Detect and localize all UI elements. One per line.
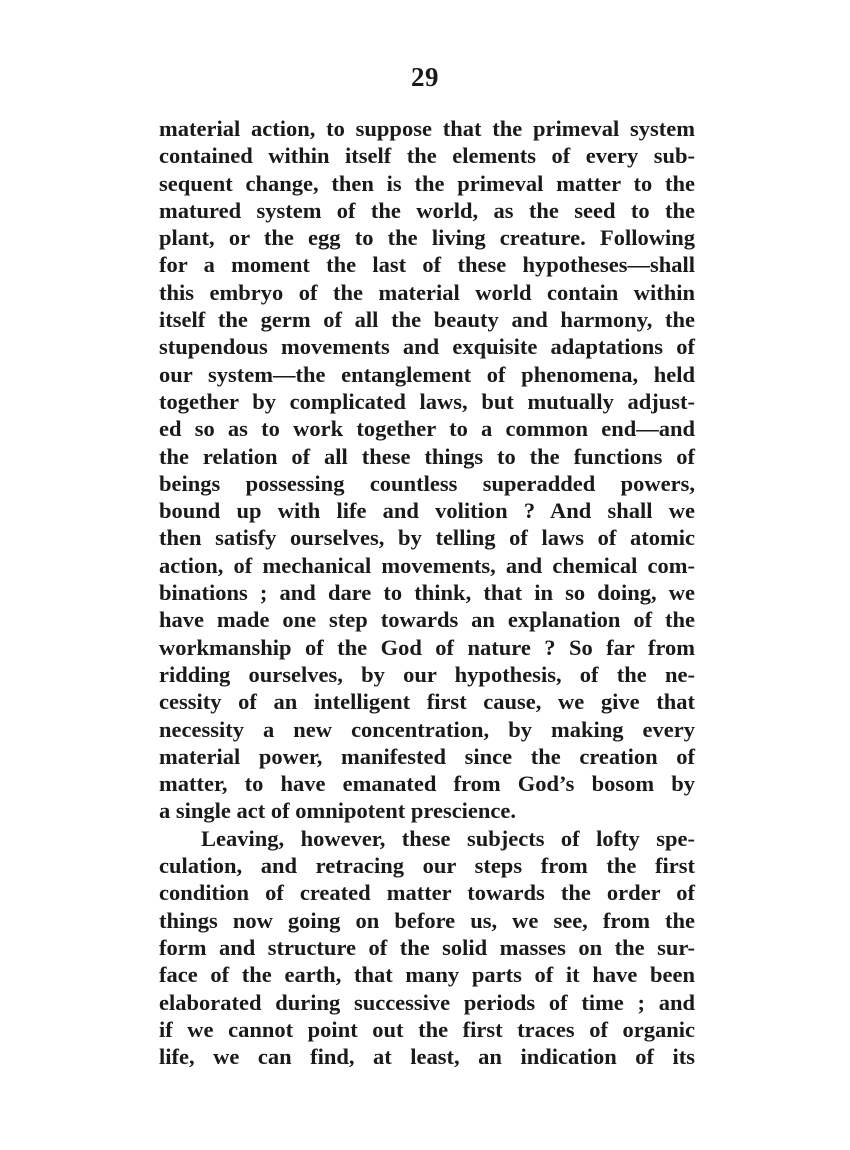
text-line: beings possessing countless superadded powers, xyxy=(159,470,695,496)
text-line: elaborated during successive periods of time ; and xyxy=(159,989,695,1015)
paragraph-first-line: Leaving, however, these subjects of lofty spe- xyxy=(201,825,695,851)
page-number: 29 xyxy=(411,62,439,92)
text-line: this embryo of the material world contain within xyxy=(159,279,695,305)
text-line: binations ; and dare to think, that in so doing, we xyxy=(159,580,695,606)
text-line: plant, or the egg to the living creature. Following xyxy=(159,225,695,251)
text-line: workmanship of the God of nature ? So far from xyxy=(159,634,695,660)
text-line: ed so as to work together to a common end—and xyxy=(159,416,695,442)
text-line: material power, manifested since the creation of xyxy=(159,743,695,769)
text-line: necessity a new concentration, by making every xyxy=(159,716,695,742)
text-line: things now going on before us, we see, from the xyxy=(159,907,695,933)
text-line: then satisfy ourselves, by telling of laws of atomic xyxy=(159,525,695,551)
text-line: face of the earth, that many parts of it have been xyxy=(159,962,695,988)
text-line: if we cannot point out the first traces of organic xyxy=(159,1016,695,1042)
page-body-text xyxy=(159,115,695,1070)
text-line: life, we can find, at least, an indication of its xyxy=(159,1044,695,1070)
text-line: stupendous movements and exquisite adaptations of xyxy=(159,334,695,360)
text-line: condition of created matter towards the order of xyxy=(159,880,695,906)
text-line: ridding ourselves, by our hypothesis, of the ne- xyxy=(159,661,695,687)
text-line: our system—the entanglement of phenomena, held xyxy=(159,361,695,387)
text-line: matured system of the world, as the seed to the xyxy=(159,197,695,223)
text-line: the relation of all these things to the functions of xyxy=(159,443,695,469)
text-line: bound up with life and volition ? And shall we xyxy=(159,498,695,524)
text-line: action, of mechanical movements, and chemical com- xyxy=(159,552,695,578)
text-line: have made one step towards an explanation of the xyxy=(159,607,695,633)
text-line: culation, and retracing our steps from the first xyxy=(159,853,695,879)
text-line: cessity of an intelligent first cause, we give that xyxy=(159,689,695,715)
text-line: matter, to have emanated from God’s bosom by xyxy=(159,771,695,797)
text-line: contained within itself the elements of every sub- xyxy=(159,143,695,169)
text-line: together by complicated laws, but mutually adjust- xyxy=(159,388,695,414)
text-line: sequent change, then is the primeval matter to the xyxy=(159,170,695,196)
text-line: form and structure of the solid masses on the sur- xyxy=(159,934,695,960)
paragraph-last-line: a single act of omnipotent prescience. xyxy=(159,798,517,824)
text-line: for a moment the last of these hypotheses—shall xyxy=(159,252,695,278)
text-line: itself the germ of all the beauty and harmony, the xyxy=(159,307,695,333)
text-line: material action, to suppose that the primeval system xyxy=(159,116,695,141)
